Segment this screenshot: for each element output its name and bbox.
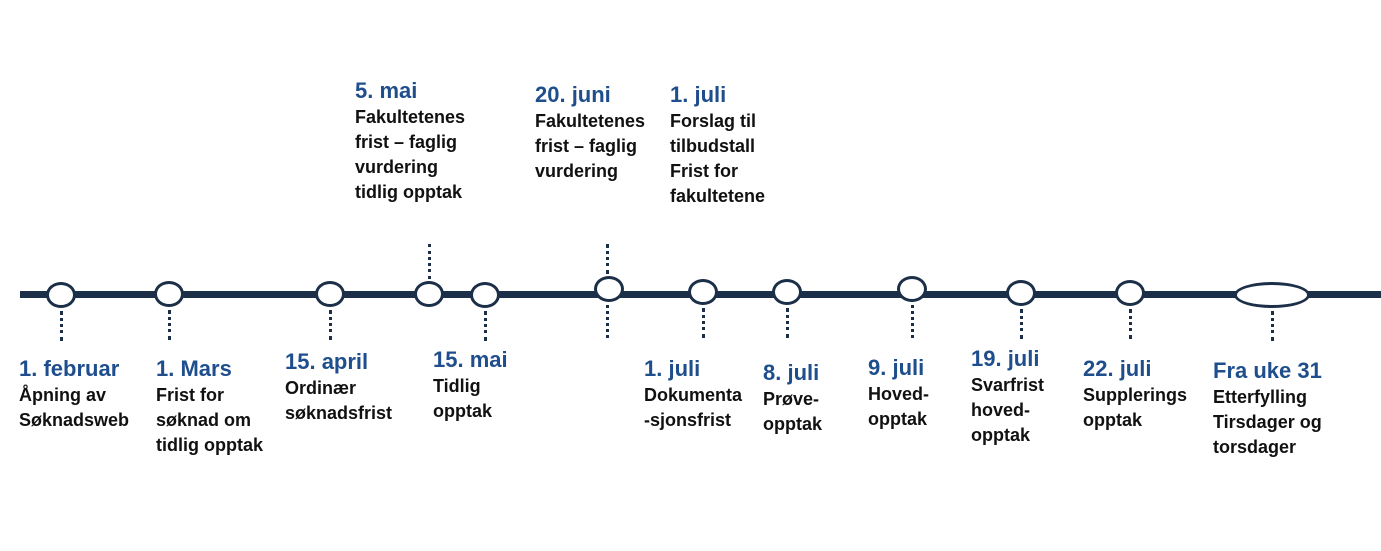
- event-label-22-juli: [1083, 358, 1187, 433]
- timeline-node-1-februar: [46, 282, 76, 308]
- connector-22-juli: [1129, 309, 1132, 339]
- event-date: 5. mai: [355, 78, 418, 103]
- timeline-node-5-mai: [414, 281, 444, 307]
- event-date: 19. juli: [971, 346, 1040, 371]
- event-date: 1. februar: [19, 356, 120, 381]
- timeline-node-9-juli: [897, 276, 927, 302]
- event-description: Frist for søknad om tidlig opptak: [156, 385, 263, 455]
- event-description: Forslag til tilbudstall Frist for fakultetene: [670, 111, 766, 206]
- event-label-5-mai: [355, 80, 465, 205]
- timeline-node-20-juni: [594, 276, 624, 302]
- timeline-node-19-juli: [1006, 280, 1036, 306]
- connector-fra-uke-31: [1271, 311, 1274, 341]
- event-date: 22. juli: [1083, 356, 1152, 381]
- event-description: Prøve- opptak: [763, 389, 823, 434]
- event-description: Supplerings opptak: [1083, 385, 1188, 430]
- connector-1-februar: [60, 311, 63, 341]
- connector-20-juni-down: [606, 305, 609, 338]
- event-date: 15. mai: [433, 347, 508, 372]
- event-label-1-juli: [644, 358, 742, 433]
- event-description: Ordinær søknadsfrist: [285, 378, 393, 423]
- event-label-1-juli-top: [670, 84, 765, 209]
- event-date: 1. Mars: [156, 356, 232, 381]
- event-description: Fakultetenes frist – faglig vurdering: [535, 111, 646, 181]
- event-date: Fra uke 31: [1213, 358, 1322, 383]
- event-label-1-februar: [19, 358, 129, 433]
- event-description: Dokumenta -sjonsfrist: [644, 385, 743, 430]
- event-description: Åpning av Søknadsweb: [19, 385, 130, 430]
- timeline-node-fra-uke-31: [1234, 282, 1310, 308]
- event-date: 9. juli: [868, 355, 925, 380]
- event-label-15-april: [285, 351, 392, 426]
- event-label-20-juni: [535, 84, 645, 184]
- event-description: Svarfrist hoved- opptak: [971, 375, 1045, 445]
- connector-15-april: [329, 310, 332, 340]
- timeline-node-8-juli: [772, 279, 802, 305]
- event-label-9-juli: [868, 357, 929, 432]
- connector-8-juli: [786, 308, 789, 338]
- timeline-node-1-juli: [688, 279, 718, 305]
- connector-1-juli: [702, 308, 705, 338]
- timeline-node-22-juli: [1115, 280, 1145, 306]
- event-date: 20. juni: [535, 82, 611, 107]
- connector-20-juni-up: [606, 244, 609, 274]
- event-label-fra-uke-31: [1213, 360, 1322, 460]
- event-label-19-juli: [971, 348, 1044, 448]
- event-date: 8. juli: [763, 360, 820, 385]
- event-description: Tidlig opptak: [433, 376, 493, 421]
- event-date: 1. juli: [644, 356, 701, 381]
- timeline-node-15-mai: [470, 282, 500, 308]
- event-description: Hoved- opptak: [868, 384, 930, 429]
- event-description: Etterfylling Tirsdager og torsdager: [1213, 387, 1322, 457]
- event-label-1-mars: [156, 358, 263, 458]
- connector-19-juli: [1020, 309, 1023, 339]
- event-description: Fakultetenes frist – faglig vurdering tidlig opptak: [355, 107, 466, 202]
- connector-5-mai: [428, 244, 431, 279]
- event-label-8-juli: [763, 362, 822, 437]
- event-date: 1. juli: [670, 82, 727, 107]
- timeline-node-15-april: [315, 281, 345, 307]
- timeline-node-1-mars: [154, 281, 184, 307]
- connector-9-juli: [911, 305, 914, 338]
- connector-15-mai: [484, 311, 487, 341]
- connector-1-mars: [168, 310, 171, 340]
- event-date: 15. april: [285, 349, 369, 374]
- event-label-15-mai: [433, 349, 508, 424]
